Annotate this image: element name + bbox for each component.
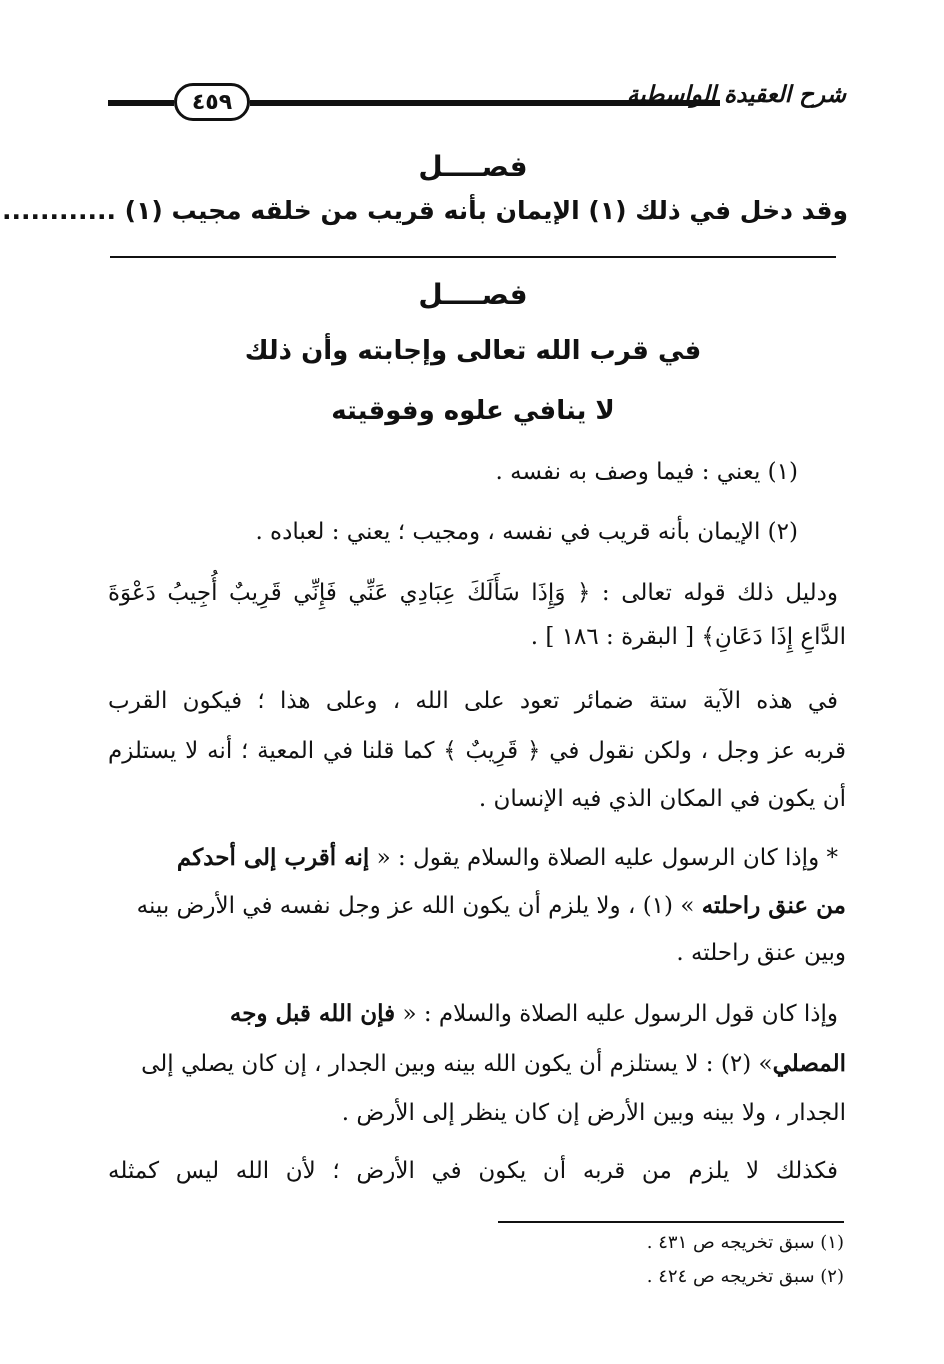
paragraph-2-line-1: في هذه الآية ستة ضمائر تعود على الله ، وعلى هذا ؛ فيكون القرب xyxy=(108,688,838,714)
paragraph-4-line-1-text: وإذا كان قول الرسول عليه الصلاة والسلام : « xyxy=(395,1001,838,1027)
footnote-rule xyxy=(498,1221,844,1223)
footnote-1: (١) سبق تخريجه ص ٤٣١ . xyxy=(646,1232,844,1253)
paragraph-4-line-2-text: » (٢) : لا يستلزم أن يكون الله بينه وبين الجدار ، إن كان يصلي إلى xyxy=(141,1051,773,1077)
section-divider xyxy=(110,256,836,258)
commentary-subheading-line2: لا ينافي علوه وفوقيته xyxy=(331,396,615,426)
page-number: ٤٥٩ xyxy=(174,83,250,121)
paragraph-3-line-2 xyxy=(108,892,846,919)
paragraph-3-line-3: وبين عنق راحلته . xyxy=(676,940,846,966)
paragraph-3-line-1-text: * وإذا كان الرسول عليه الصلاة والسلام يقول : « xyxy=(369,845,838,871)
hadith-quote-2b: المصلي xyxy=(772,1050,846,1077)
paragraph-4-line-2 xyxy=(108,1050,846,1077)
hadith-quote-1a: إنه أقرب إلى أحدكم xyxy=(176,844,370,871)
paragraph-1-line-1: ودليل ذلك قوله تعالى : ﴿ وَإِذَا سَأَلَكَ عِبَادِي عَنِّي فَإِنِّي قَرِيبٌ أُجِيبُ دَعْوَةَ xyxy=(108,580,838,606)
paragraph-3-line-2-text: » (١) ، ولا يلزم أن يكون الله عز وجل نفسه في الأرض بينه xyxy=(136,893,702,919)
main-text-heading: فصــــل xyxy=(418,150,528,183)
footnote-2: (٢) سبق تخريجه ص ٤٢٤ . xyxy=(646,1266,844,1287)
header-rule-left xyxy=(108,100,174,106)
paragraph-2-line-2: قربه عز وجل ، ولكن نقول في ﴿ قَرِيبٌ ﴾ كما قلنا في المعية ؛ أنه لا يستلزم xyxy=(108,738,846,764)
note-2: (٢) الإيمان بأنه قريب في نفسه ، ومجيب ؛ يعني : لعباده . xyxy=(255,519,798,545)
main-text-line: وقد دخل في ذلك (١) الإيمان بأنه قريب من خلقه مجيب (١) ............ xyxy=(1,196,848,225)
commentary-heading: فصــــل xyxy=(418,278,528,311)
paragraph-1-line-2: الدَّاعِ إِذَا دَعَانِ﴾ [ البقرة : ١٨٦ ] . xyxy=(530,624,846,650)
page-header xyxy=(108,81,846,115)
paragraph-5-line-1: فكذلك لا يلزم من قربه أن يكون في الأرض ؛ لأن الله ليس كمثله xyxy=(108,1158,838,1184)
paragraph-4-line-3: الجدار ، ولا بينه وبين الأرض إن كان ينظر إلى الأرض . xyxy=(341,1100,846,1126)
paragraph-2-line-3: أن يكون في المكان الذي فيه الإنسان . xyxy=(478,786,846,812)
hadith-quote-2a: فإن الله قبل وجه xyxy=(229,1000,396,1027)
note-1: (١) يعني : فيما وصف به نفسه . xyxy=(495,459,798,485)
paragraph-3-line-1 xyxy=(108,844,838,871)
running-title: شرح العقيدة الواسطية xyxy=(626,81,846,108)
commentary-subheading-line1: في قرب الله تعالى وإجابته وأن ذلك xyxy=(244,336,702,366)
paragraph-4-line-1 xyxy=(108,1000,838,1027)
hadith-quote-1b: من عنق راحلته xyxy=(701,892,846,919)
